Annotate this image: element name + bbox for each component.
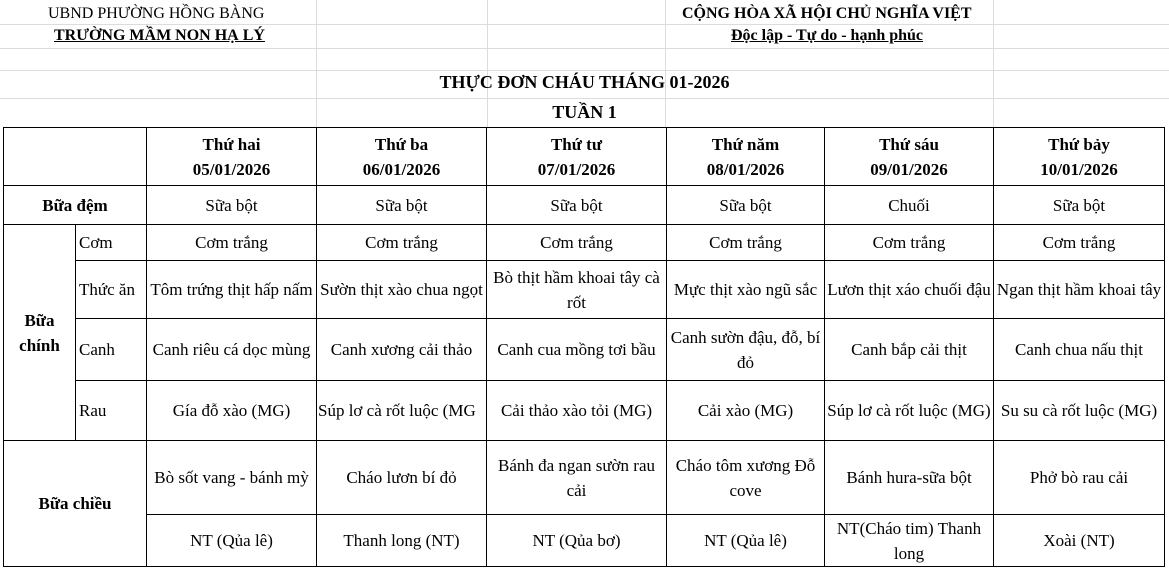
school-name	[54, 27, 265, 45]
menu-cell: Cơm trắng	[317, 225, 487, 261]
menu-cell: Canh chua nấu thịt	[994, 319, 1165, 381]
menu-cell: Cải thảo xào tỏi (MG)	[487, 381, 667, 441]
menu-cell: Thanh long (NT)	[317, 515, 487, 567]
rau-row	[4, 381, 1165, 441]
menu-cell: Cơm trắng	[487, 225, 667, 261]
slogan-text: Độc lập - Tự do - hạnh phúc	[731, 27, 924, 44]
menu-cell: Canh xương cải thảo	[317, 319, 487, 381]
menu-cell: Phở bò rau cải	[994, 441, 1165, 515]
day-header	[147, 128, 317, 186]
menu-title: THỰC ĐƠN CHÁU THÁNG 01-2026	[439, 72, 730, 92]
menu-cell: Su su cà rốt luộc (MG)	[994, 381, 1165, 441]
day-name: Thứ bảy	[1048, 134, 1110, 154]
menu-cell: Tôm trứng thịt hấp nấm	[147, 261, 317, 319]
menu-cell: Cơm trắng	[825, 225, 994, 261]
dish-type-label: Thức ăn	[76, 261, 147, 319]
menu-cell: NT (Qủa lê)	[147, 515, 317, 567]
canh-row	[4, 319, 1165, 381]
bua-chieu-row-1	[4, 441, 1165, 515]
corner-cell	[4, 128, 147, 186]
thuc-an-row	[4, 261, 1165, 319]
dish-type-label: Canh	[76, 319, 147, 381]
day-name: Thứ sáu	[879, 134, 939, 154]
meal-label: Bữa đệm	[4, 186, 147, 225]
day-name: Thứ ba	[374, 134, 429, 154]
school-name-text: TRƯỜNG MẦM NON HẠ LÝ	[54, 27, 265, 44]
menu-cell: Sữa bột	[487, 186, 667, 225]
menu-cell: Cháo tôm xương Đỗ cove	[667, 441, 825, 515]
menu-cell: NT (Qủa bơ)	[487, 515, 667, 567]
menu-cell: Súp lơ cà rốt luộc (MG)	[825, 381, 994, 441]
menu-cell: Sữa bột	[667, 186, 825, 225]
menu-cell: Sữa bột	[317, 186, 487, 225]
menu-cell: NT(Cháo tim) Thanh long	[825, 515, 994, 567]
day-date: 09/01/2026	[870, 159, 948, 179]
menu-cell: Bánh hura-sữa bột	[825, 441, 994, 515]
meal-label-line: Bữa	[24, 310, 55, 330]
menu-cell: Cơm trắng	[667, 225, 825, 261]
menu-cell: Cải xào (MG)	[667, 381, 825, 441]
menu-cell: Bánh đa ngan sườn rau cải	[487, 441, 667, 515]
menu-cell: NT (Qủa lê)	[667, 515, 825, 567]
menu-cell: Canh sườn đậu, đỗ, bí đỏ	[667, 319, 825, 381]
meal-label: Bữa chiều	[4, 441, 147, 567]
menu-cell: Mực thịt xào ngũ sắc	[667, 261, 825, 319]
district-name: UBND PHƯỜNG HỒNG BÀNG	[48, 5, 265, 22]
dish-type-label: Cơm	[76, 225, 147, 261]
menu-cell: Bò thịt hầm khoai tây cà rốt	[487, 261, 667, 319]
menu-cell: Chuối	[825, 186, 994, 225]
menu-cell: Canh riêu cá dọc mùng	[147, 319, 317, 381]
menu-cell: Xoài (NT)	[994, 515, 1165, 567]
menu-cell: Gía đỗ xào (MG)	[147, 381, 317, 441]
day-header	[487, 128, 667, 186]
day-name: Thứ tư	[550, 134, 603, 154]
menu-cell: Súp lơ cà rốt luộc (MG	[317, 381, 487, 441]
day-date: 07/01/2026	[537, 159, 616, 179]
menu-cell: Sữa bột	[994, 186, 1165, 225]
meal-label-line: chính	[19, 335, 60, 355]
menu-cell: Cơm trắng	[994, 225, 1165, 261]
bua-chieu-row-2	[4, 515, 1165, 567]
day-header	[825, 128, 994, 186]
day-date: 06/01/2026	[362, 159, 441, 179]
bua-dem-row	[4, 186, 1165, 225]
day-name: Thứ hai	[202, 134, 261, 154]
day-date: 08/01/2026	[706, 159, 785, 179]
menu-cell: Canh bắp cải thịt	[825, 319, 994, 381]
weekly-menu-table	[3, 127, 1165, 567]
day-header	[994, 128, 1165, 186]
day-date: 05/01/2026	[192, 159, 271, 179]
meal-label	[4, 225, 76, 441]
menu-cell: Cháo lươn bí đỏ	[317, 441, 487, 515]
country-motto: CỘNG HÒA XÃ HỘI CHỦ NGHĨA VIỆT	[682, 5, 972, 22]
menu-cell: Bò sốt vang - bánh mỳ	[147, 441, 317, 515]
day-name: Thứ năm	[711, 134, 780, 154]
com-row	[4, 225, 1165, 261]
day-header	[317, 128, 487, 186]
menu-cell: Ngan thịt hầm khoai tây	[994, 261, 1165, 319]
day-header-row	[4, 128, 1165, 186]
menu-cell: Cơm trắng	[147, 225, 317, 261]
slogan	[731, 27, 923, 45]
day-date: 10/01/2026	[1040, 159, 1118, 179]
day-header	[667, 128, 825, 186]
menu-cell: Sữa bột	[147, 186, 317, 225]
menu-cell: Lươn thịt xáo chuối đậu	[825, 261, 994, 319]
menu-cell: Sườn thịt xào chua ngọt	[317, 261, 487, 319]
week-title: TUẦN 1	[552, 102, 617, 122]
menu-cell: Canh cua mồng tơi bầu	[487, 319, 667, 381]
dish-type-label: Rau	[76, 381, 147, 441]
